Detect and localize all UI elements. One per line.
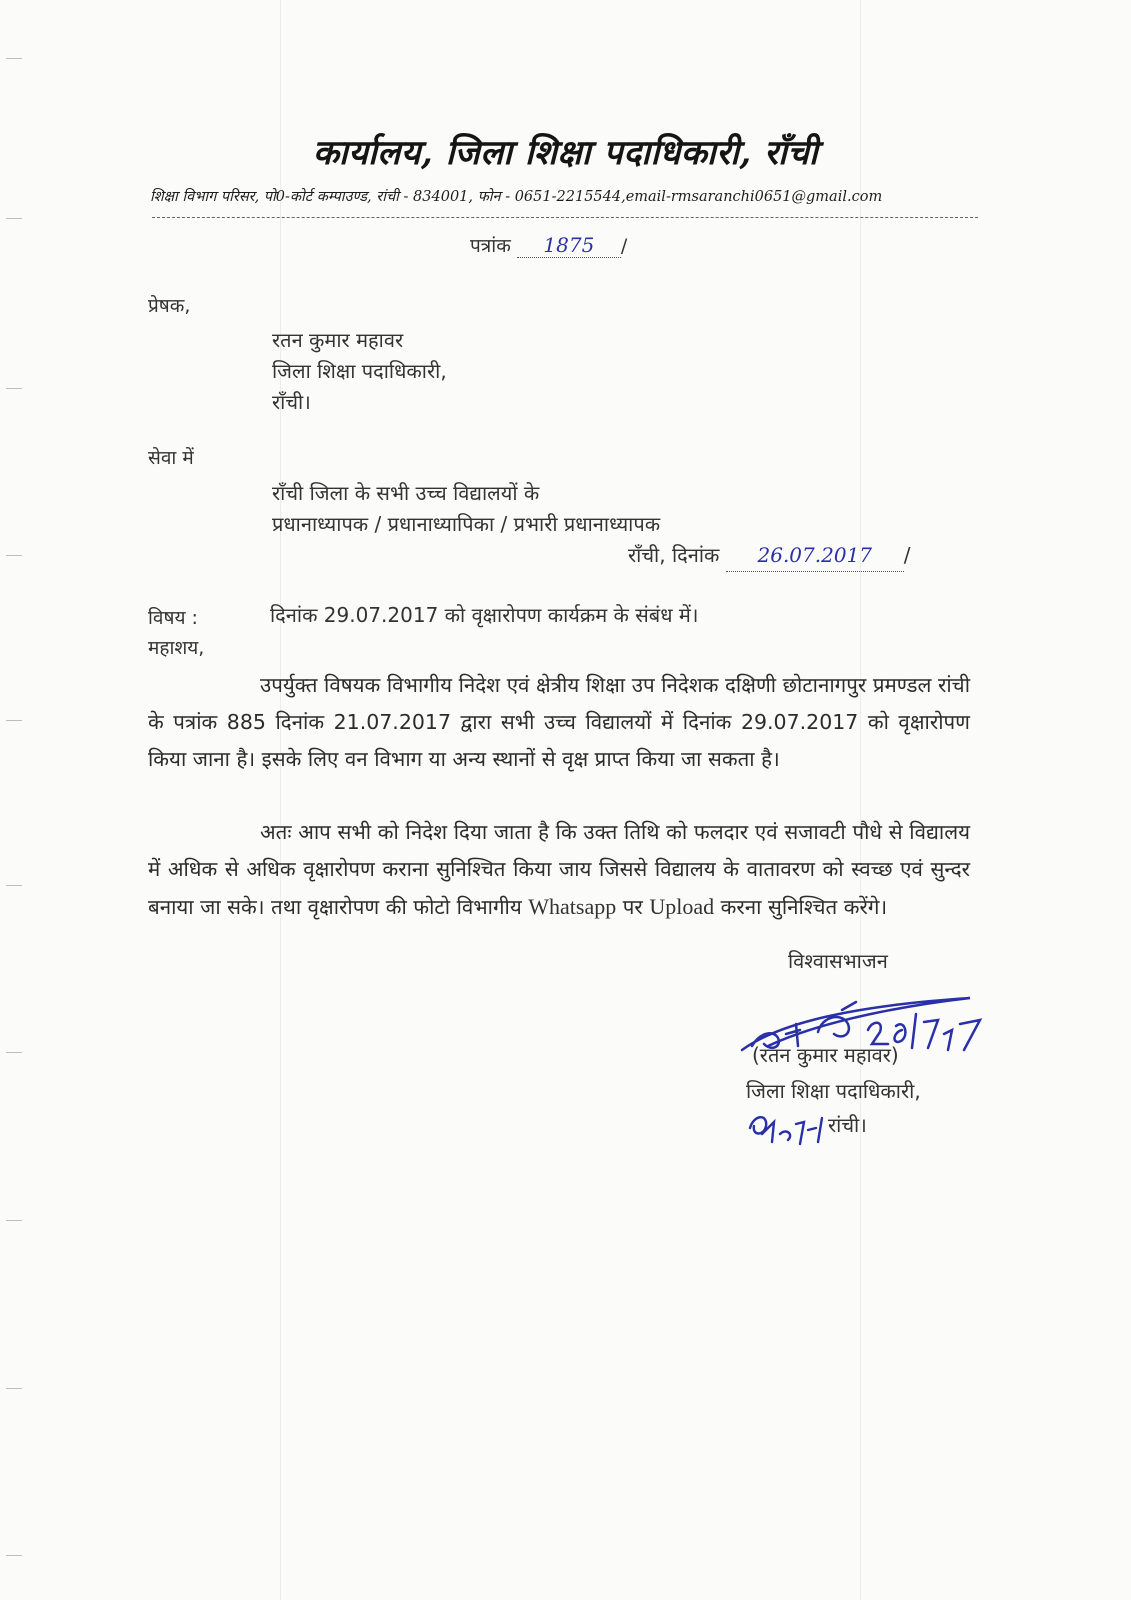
- scan-edge-mark: [6, 1052, 22, 1053]
- body-paragraph-2-connector: पर: [622, 895, 643, 919]
- office-title: कार्यालय, जिला शिक्षा पदाधिकारी, राँची: [312, 133, 819, 173]
- scan-edge-mark: [6, 58, 22, 59]
- body-paragraph-2-text: अतः आप सभी को निदेश दिया जाता है कि उक्त तिथि को फलदार एवं सजावटी पौधे से विद्यालय में अधिक से अधिक वृक्षारोपण कराना सुनिश्चित किया जाय जिससे विद्यालय के वातावरण को स्वच्छ एवं सुन्दर बनाया जा सके। तथा वृक्षारोपण की फोटो विभागीय: [148, 820, 970, 919]
- scan-edge-mark: [6, 885, 22, 886]
- sender-label: प्रेषक,: [148, 295, 191, 317]
- letterhead-address: शिक्षा विभाग परिसर, पो0-कोर्ट कम्पाउण्ड, रांची - 834001, फोन - 0651-2215544,email-rmsaranchi0651@gmail.com: [150, 189, 883, 205]
- body-paragraph-2-ending: करना सुनिश्चित करेंगे।: [720, 895, 888, 919]
- letterhead-divider: [152, 217, 978, 218]
- reference-number-handwritten: 1875: [543, 233, 595, 257]
- body-paragraph-1: [148, 667, 970, 778]
- letter-date: [628, 540, 911, 572]
- recipient-label: सेवा में: [148, 447, 194, 469]
- sender-block: [272, 325, 447, 418]
- reference-label: पत्रांक: [470, 235, 511, 257]
- scan-edge-mark: [6, 388, 22, 389]
- subject-label: विषय :: [148, 607, 198, 629]
- scan-edge-mark: [6, 1388, 22, 1389]
- reference-number: [470, 232, 627, 258]
- date-suffix: /: [903, 543, 911, 567]
- date-label: राँची, दिनांक: [628, 543, 720, 567]
- subject-text: दिनांक 29.07.2017 को वृक्षारोपण कार्यक्रम के संबंध में।: [270, 603, 699, 627]
- reference-suffix: /: [620, 235, 628, 257]
- body-paragraph-1-text: उपर्युक्त विषयक विभागीय निदेश एवं क्षेत्रीय शिक्षा उप निदेशक दक्षिणी छोटानागपुर प्रमण्डल रांची के पत्रांक 885 दिनांक 21.07.2017 द्वारा सभी उच्च विद्यालयों में दिनांक 29.07.2017 को वृक्षारोपण किया जाना है। इसके लिए वन विभाग या अन्य स्थानों से वृक्ष प्राप्त किया जा सकता है।: [148, 673, 970, 771]
- recipient-block: [272, 478, 660, 540]
- signatory-designation: जिला शिक्षा पदाधिकारी,: [746, 1079, 921, 1103]
- scan-edge-mark: [6, 1220, 22, 1221]
- whatsapp-word: Whatsapp: [528, 894, 617, 919]
- recipient-line-1: राँची जिला के सभी उच्च विद्यालयों के: [272, 481, 540, 505]
- signatory-name: (रतन कुमार महावर): [752, 1043, 899, 1067]
- body-paragraph-2: [148, 814, 970, 926]
- sender-name: रतन कुमार महावर: [272, 328, 404, 352]
- signatory-place: रांची।: [828, 1113, 867, 1137]
- scan-artifact-line: [280, 0, 281, 1600]
- scan-edge-mark: [6, 720, 22, 721]
- upload-word: Upload: [649, 894, 715, 919]
- salutation: महाशय,: [148, 637, 205, 659]
- scan-edge-mark: [6, 555, 22, 556]
- valediction: विश्वासभाजन: [788, 949, 888, 973]
- sender-place: राँची।: [272, 390, 311, 414]
- date-handwritten: 26.07.2017: [757, 543, 873, 567]
- sender-designation: जिला शिक्षा पदाधिकारी,: [272, 359, 447, 383]
- scan-edge-mark: [6, 1555, 22, 1556]
- scan-artifact-line: [860, 0, 861, 1600]
- recipient-line-2: प्रधानाध्यापक / प्रधानाध्यापिका / प्रभारी प्रधानाध्यापक: [272, 512, 661, 536]
- scan-edge-mark: [6, 218, 22, 219]
